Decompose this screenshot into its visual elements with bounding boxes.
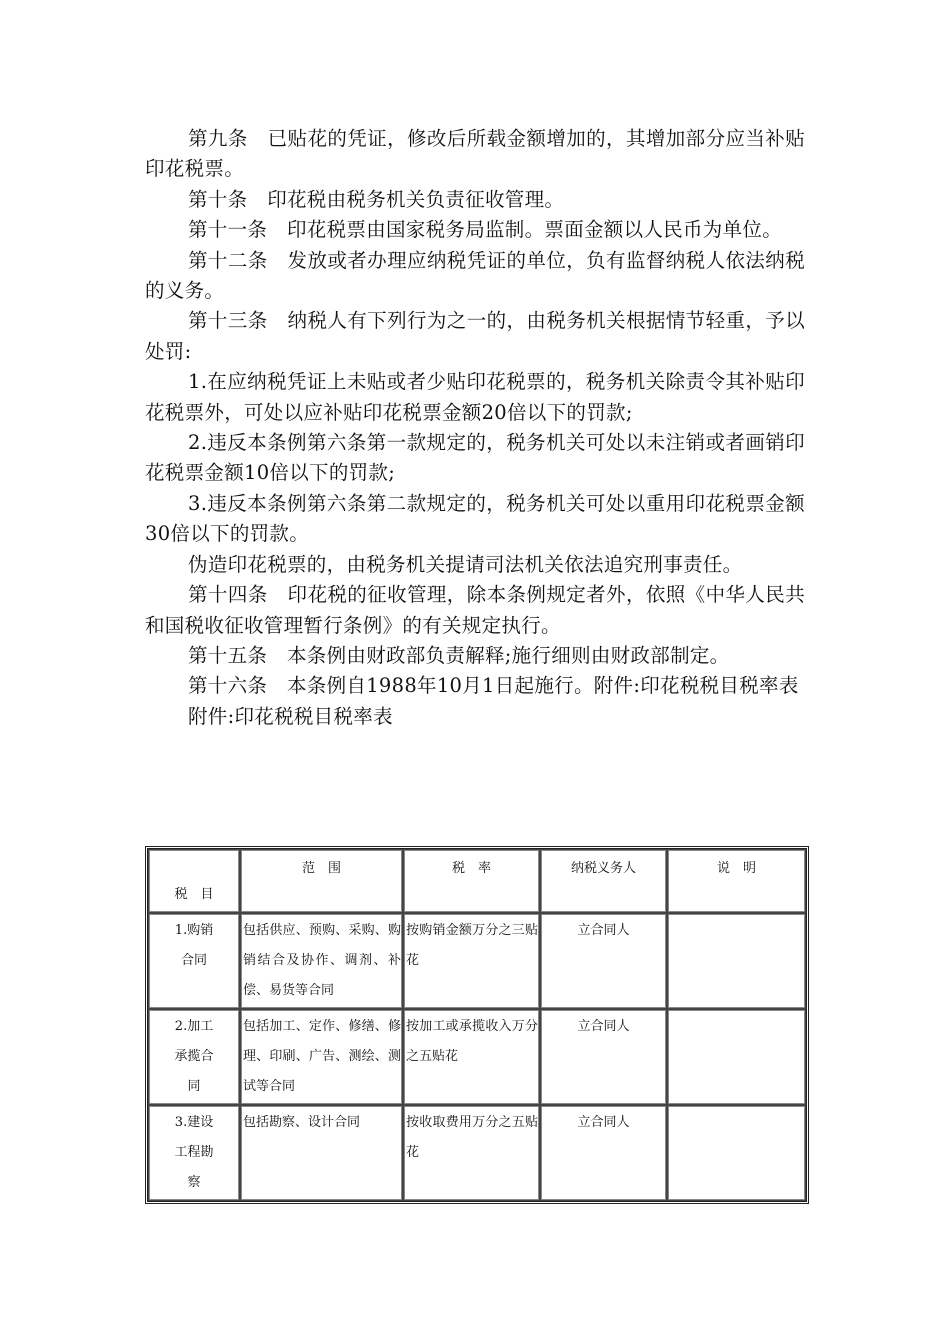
attachment-title: 附件:印花税税目税率表 xyxy=(188,704,393,728)
article-10: 第十条 印花税由税务机关负责征收管理。 xyxy=(188,187,565,211)
header-tax-item: 税 目 xyxy=(148,849,240,913)
row-taxpayer: 立合同人 xyxy=(540,1105,667,1201)
tax-rate-table xyxy=(145,846,809,1204)
row-scope: 包括加工、定作、修缮、修理、印刷、广告、测绘、测试等合同 xyxy=(240,1009,403,1105)
regulation-body xyxy=(145,124,805,732)
row-taxpayer: 立合同人 xyxy=(540,1009,667,1105)
article-9: 第九条 已贴花的凭证，修改后所载金额增加的，其增加部分应当补贴印花税票。 xyxy=(145,127,805,181)
article-15: 第十五条 本条例由财政部负责解释;施行细则由财政部制定。 xyxy=(188,643,730,667)
header-taxpayer: 纳税义务人 xyxy=(540,849,667,913)
article-13-item-2: 2.违反本条例第六条第一款规定的，税务机关可处以未注销或者画销印花税票金额10倍以下的罚款; xyxy=(145,431,805,485)
row-scope: 包括勘察、设计合同 xyxy=(240,1105,403,1201)
row-tax-rate: 按收取费用万分之五贴花 xyxy=(403,1105,540,1201)
article-12: 第十二条 发放或者办理应纳税凭证的单位，负有监督纳税人依法纳税的义务。 xyxy=(145,248,805,303)
row-note xyxy=(667,1009,806,1105)
article-11: 第十一条 印花税票由国家税务局监制。票面金额以人民币为单位。 xyxy=(188,218,783,242)
article-14: 第十四条 印花税的征收管理，除本条例规定者外，依照《中华人民共和国税收征收管理暂行条例》的有关规定执行。 xyxy=(145,583,805,637)
row-tax-rate: 按购销金额万分之三贴花 xyxy=(403,913,540,1009)
row-tax-rate: 按加工或承揽收入万分之五贴花 xyxy=(403,1009,540,1105)
row-note xyxy=(667,1105,806,1201)
forgery-clause: 伪造印花税票的，由税务机关提请司法机关依法追究刑事责任。 xyxy=(188,552,743,576)
article-16: 第十六条 本条例自1988年10月1日起施行。附件:印花税税目税率表 xyxy=(188,674,799,698)
row-tax-item: 2.加工承揽合同 xyxy=(148,1009,240,1105)
row-tax-item: 1.购销合同 xyxy=(148,913,240,1009)
article-13-item-3: 3.违反本条例第六条第二款规定的，税务机关可处以重用印花税票金额30倍以下的罚款。 xyxy=(145,491,805,546)
article-13-item-1: 1.在应纳税凭证上未贴或者少贴印花税票的，税务机关除责令其补贴印花税票外，可处以应补贴印花税票金额20倍以下的罚款; xyxy=(145,370,805,424)
table-row xyxy=(148,913,806,1009)
header-tax-rate: 税 率 xyxy=(403,849,540,913)
row-taxpayer: 立合同人 xyxy=(540,913,667,1009)
header-note: 说 明 xyxy=(667,849,806,913)
row-scope: 包括供应、预购、采购、购销结合及协作、调剂、补偿、易货等合同 xyxy=(240,913,403,1009)
article-13: 第十三条 纳税人有下列行为之一的，由税务机关根据情节轻重，予以处罚: xyxy=(145,309,805,363)
header-scope: 范 围 xyxy=(240,849,403,913)
row-note xyxy=(667,913,806,1009)
table-row xyxy=(148,1009,806,1105)
row-tax-item: 3.建设工程勘察 xyxy=(148,1105,240,1201)
table-header-row xyxy=(148,849,806,913)
table-row xyxy=(148,1105,806,1201)
